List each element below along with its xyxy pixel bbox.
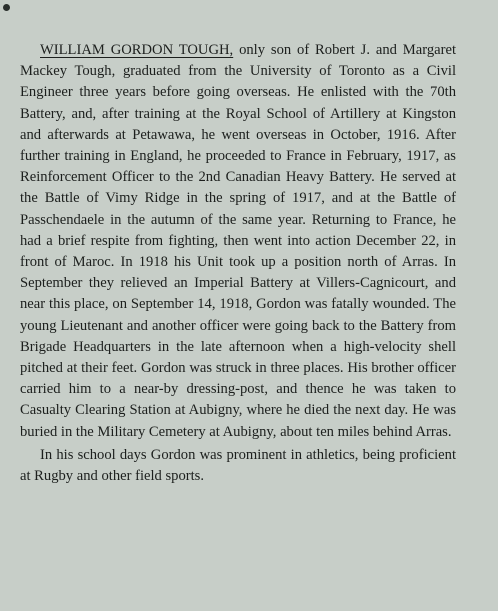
biography-paragraph-1 — [20, 40, 456, 443]
paragraph-1-body: only son of Robert J. and Margaret Mackey Tough, graduated from the University of Toronto as a Civil Engineer three years before going overseas. He enlisted with the 70th Battery, and, after training at the Royal School of Artillery at Kingston and afterwards at Petawawa, he went overseas in October, 1916. After further training in England, he proceeded to France in February, 1917, as Reinforcement Officer to the 2nd Canadian Heavy Battery. He served at the Battle of Vimy Ridge in the spring of 1917, and at the Battle of Passchendaele in the autumn of the same year. Returning to France, he had a brief respite from fighting, then went into action December 22, in front of Maroc. In 1918 his Unit took up a position north of Arras. In September they relieved an Imperial Battery at Villers-Cagnicourt, and near this place, on September 14, 1918, Gordon was fatally wounded. The young Lieutenant and another officer were going back to the Battery from Brigade Headquarters in the late afternoon when a high-velocity shell pitched at their feet. Gordon was struck in three places. His brother officer carried him to a near-by dressing-post, and thence he was taken to Casualty Clearing Station at Aubigny, where he died the next day. He was buried in the Military Cemetery at Aubigny, about ten miles behind Arras. — [20, 42, 456, 440]
ink-dot-mark — [3, 4, 10, 11]
biography-text — [20, 40, 456, 487]
subject-name: WILLIAM GORDON TOUGH, — [40, 42, 234, 58]
biography-paragraph-2: In his school days Gordon was prominent in athletics, being proficient at Rugby and other field sports. — [20, 446, 456, 485]
